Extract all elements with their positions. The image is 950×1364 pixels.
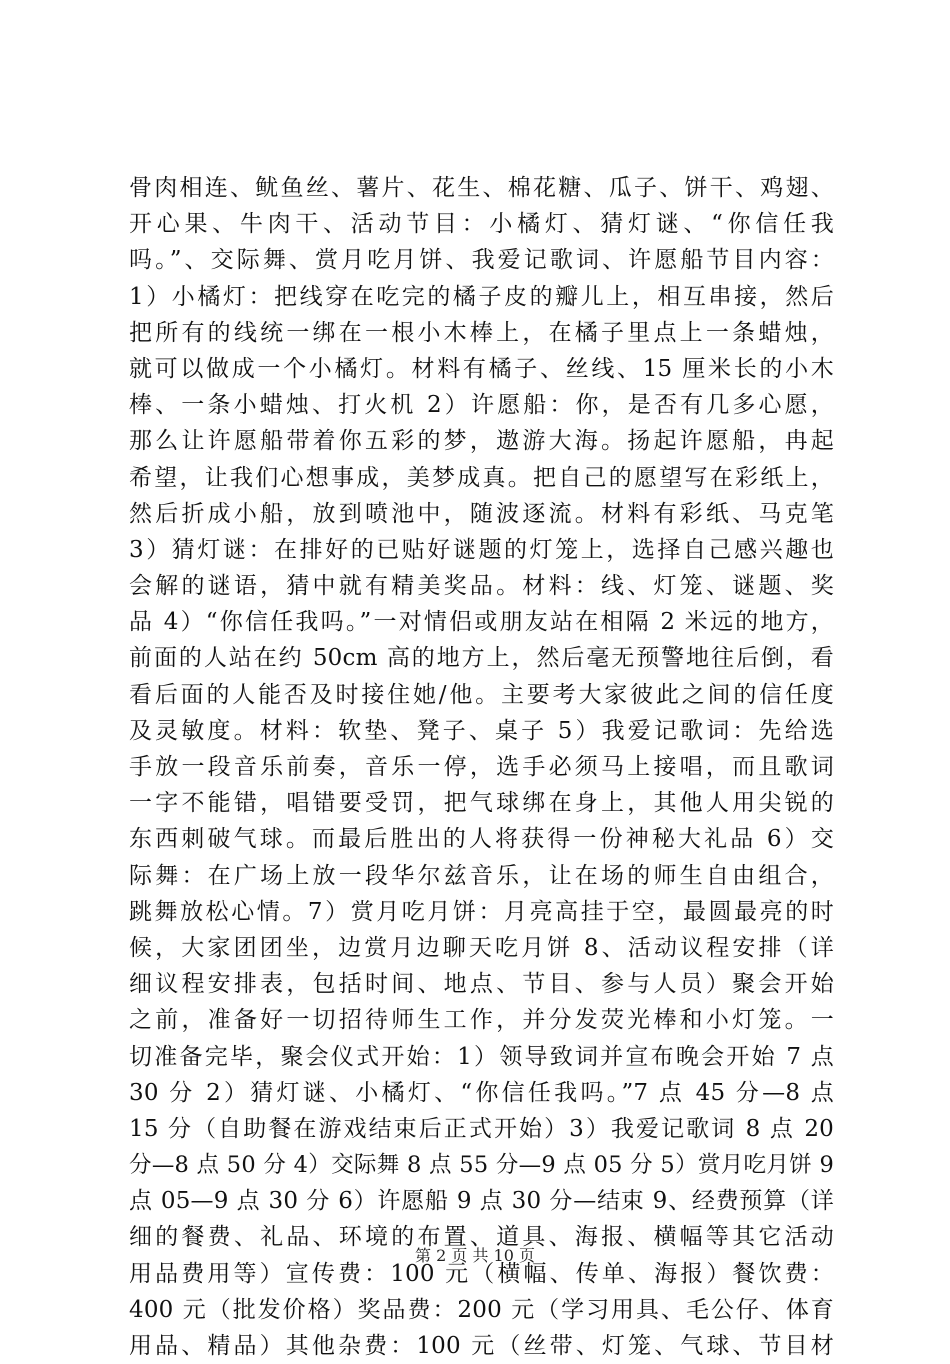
text-line: 细议程安排表，包括时间、地点、节目、参与人员）聚会开始: [129, 971, 834, 998]
text-line: 东西刺破气球。而最后胜出的人将获得一份神秘大礼品 6）交: [129, 826, 834, 853]
text-line: 那么让许愿船带着你五彩的梦，遨游大海。扬起许愿船，冉起: [129, 428, 834, 455]
text-line: 前面的人站在约 50cm 高的地方上，然后毫无预警地往后倒，看: [129, 645, 834, 672]
text-line: 15 分（自助餐在游戏结束后正式开始）3）我爱记歌词 8 点 20: [129, 1115, 834, 1142]
text-line: 把所有的线统一绑在一根小木棒上，在橘子里点上一条蜡烛，: [129, 319, 834, 346]
text-line: 然后折成小船，放到喷池中，随波逐流。材料有彩纸、马克笔: [129, 500, 834, 527]
text-line: 400 元（批发价格）奖品费：200 元（学习用具、毛公仔、体育: [129, 1296, 834, 1323]
text-line: 棒、一条小蜡烛、打火机 2）许愿船：你，是否有几多心愿，: [129, 392, 834, 419]
text-line: 1）小橘灯：把线穿在吃完的橘子皮的瓣儿上，相互串接，然后: [129, 283, 834, 310]
text-line: 候，大家团团坐，边赏月边聊天吃月饼 8、活动议程安排（详: [129, 934, 834, 961]
text-line: 点 05—9 点 30 分 6）许愿船 9 点 30 分—结束 9、经费预算（详: [129, 1188, 834, 1215]
text-line: 会解的谜语，猜中就有精美奖品。材料：线、灯笼、谜题、奖: [129, 573, 834, 600]
text-line: 及灵敏度。材料：软垫、凳子、桌子 5）我爱记歌词：先给选: [129, 717, 834, 744]
text-line: 切准备完毕，聚会仪式开始：1）领导致词并宣布晚会开始 7 点: [129, 1043, 834, 1070]
text-line: 之前，准备好一切招待师生工作，并分发荧光棒和小灯笼。一: [129, 1007, 834, 1034]
page-number-footer: 第 2 页 共 10 页: [415, 1246, 535, 1265]
text-line: 吗。”、交际舞、赏月吃月饼、我爱记歌词、许愿船节目内容：: [129, 247, 834, 274]
text-line: 一字不能错，唱错要受罚，把气球绑在身上，其他人用尖锐的: [129, 790, 834, 817]
text-line: 分—8 点 50 分 4）交际舞 8 点 55 分—9 点 05 分 5）赏月吃月饼 9: [129, 1152, 834, 1179]
text-line: 品 4）“你信任我吗。”一对情侣或朋友站在相隔 2 米远的地方，: [129, 609, 834, 636]
text-line: 30 分 2）猜灯谜、小橘灯、“你信任我吗。”7 点 45 分—8 点: [129, 1079, 834, 1106]
text-line: 就可以做成一个小橘灯。材料有橘子、丝线、15 厘米长的小木: [129, 355, 834, 382]
text-line: 看后面的人能否及时接住她/他。主要考大家彼此之间的信任度: [129, 681, 834, 708]
text-line: 希望，让我们心想事成，美梦成真。把自己的愿望写在彩纸上，: [129, 464, 834, 491]
text-line: 跳舞放松心情。7）赏月吃月饼：月亮高挂于空，最圆最亮的时: [129, 898, 834, 925]
text-line: 细的餐费、礼品、环境的布置、道具、海报、横幅等其它活动: [129, 1224, 834, 1251]
body-text: [129, 170, 834, 1364]
text-line: 3）猜灯谜：在排好的已贴好谜题的灯笼上，选择自己感兴趣也: [129, 536, 834, 563]
text-line: 用品、精品）其他杂费：100 元（丝带、灯笼、气球、节目材: [129, 1333, 834, 1359]
text-line: 开心果、牛肉干、活动节目：小橘灯、猜灯谜、“你信任我: [129, 211, 834, 238]
text-line: 用品费用等）宣传费：100 元（横幅、传单、海报）餐饮费：: [129, 1260, 834, 1287]
text-line: 骨肉相连、鱿鱼丝、薯片、花生、棉花糖、瓜子、饼干、鸡翅、: [129, 175, 834, 201]
text-line: 手放一段音乐前奏，音乐一停，选手必须马上接唱，而且歌词: [129, 754, 834, 780]
text-line: 际舞：在广场上放一段华尔兹音乐，让在场的师生自由组合，: [129, 862, 834, 889]
